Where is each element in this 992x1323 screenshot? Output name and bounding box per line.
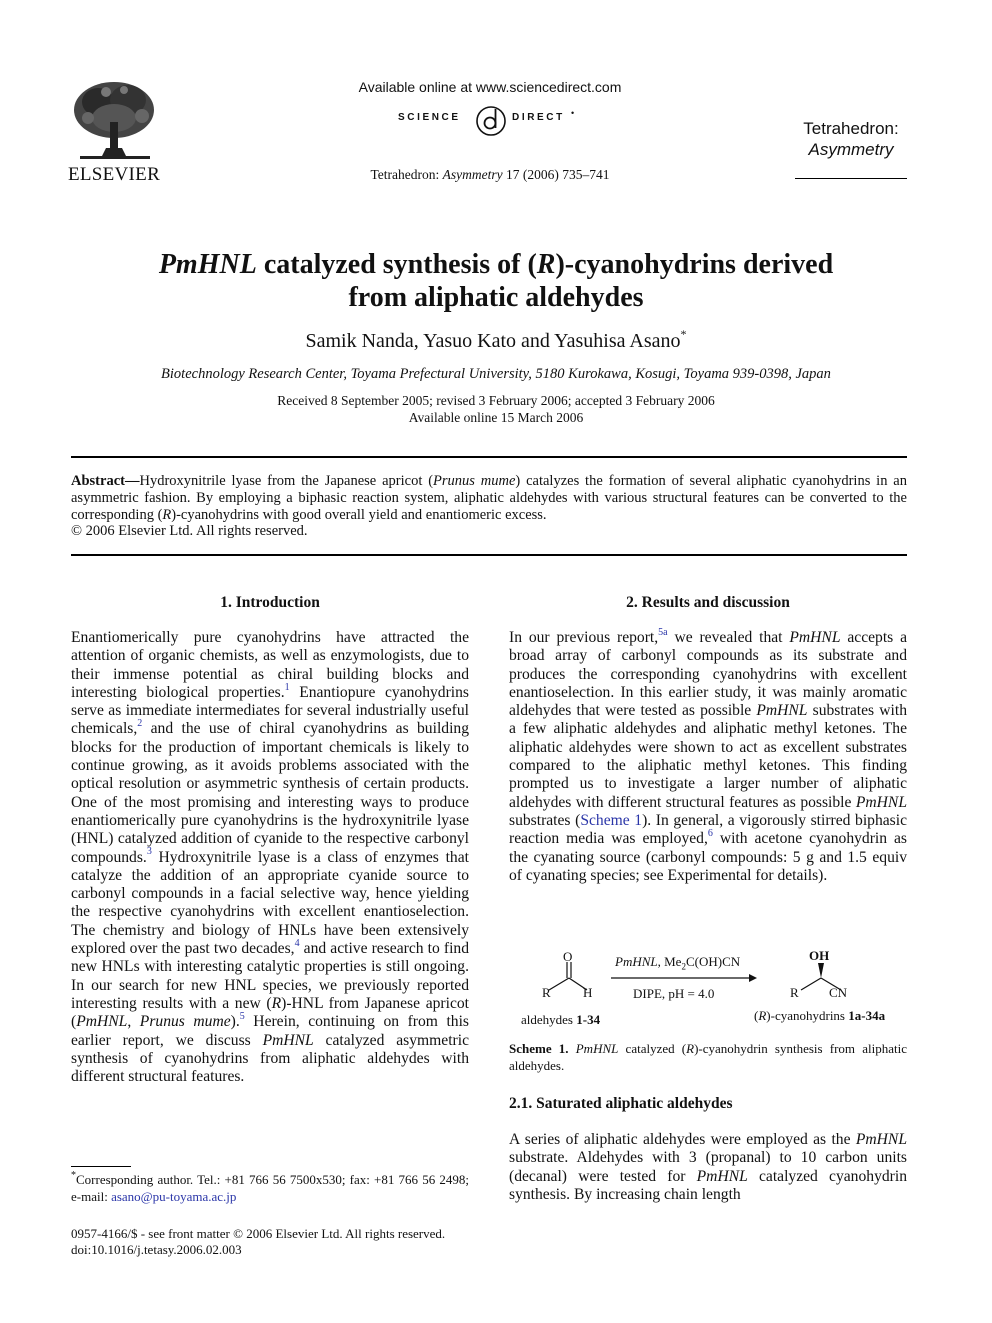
cyanohydrin-structure — [791, 958, 861, 1000]
ref-1[interactable]: 1 — [284, 681, 290, 693]
article-title — [60, 248, 932, 314]
title-line2: from aliphatic aldehydes — [348, 282, 644, 313]
abstract-R: R — [162, 507, 172, 523]
left-label-bold: 1-34 — [576, 1012, 601, 1027]
intro-species: Prunus mume — [139, 1013, 231, 1031]
ref-6[interactable]: 6 — [707, 828, 713, 840]
reagent-text — [615, 954, 740, 972]
title-part2: )-cyanohydrins derived — [555, 249, 834, 280]
intro-t3: and the use of chiral cyanohydrins as building blocks for the production of important chemicals is likely to continue growing, as it avoids problems associated with the optical resolution or asymmetric synthesis of certain products. One of the most promising and interesting ways to produce enantiomerically pure cyanohydrins is the hydroxynitrile lyase (HNL) catalyzed addition of cyanide to the respective carbonyl compounds. — [71, 720, 469, 866]
intro-comma: , — [127, 1013, 140, 1031]
subsection-paragraph — [509, 1131, 907, 1204]
abstract-t2: ) catalyzes the formation of several aliphatic cyanohydrins in an asymmetric fashion. By employing a biphasic reaction system, aliphatic aldehydes with various structural features can be converted to the corresponding ( — [71, 473, 907, 523]
intro-body — [71, 629, 469, 1086]
caption-R: R — [686, 1041, 695, 1056]
available-date: Available online 15 March 2006 — [408, 410, 584, 425]
atom-R-right: R — [790, 985, 799, 1000]
atom-O: O — [563, 949, 573, 964]
title-R: R — [536, 249, 556, 280]
intro-t6: )-HNL from Japanese apricot ( — [71, 994, 469, 1031]
intro-R: R — [271, 994, 282, 1012]
sd-right-text: DIRECT — [512, 112, 565, 123]
abstract — [71, 473, 907, 524]
journal-citation — [300, 167, 680, 183]
atom-H: H — [583, 985, 593, 1000]
reagent-sub: 2 — [681, 961, 686, 972]
citation-journal: Tetrahedron: — [370, 167, 443, 182]
citation-journal-italic: Asymmetry — [442, 167, 503, 182]
intro-paragraph — [71, 629, 469, 1086]
results-t3: accepts a broad array of carbonyl compounds as its substrate and produces the corresponding cyanohydrins with excellent enantioselection. In this earlier study, it was mainly aromatic aldehydes that were tested as possible — [509, 629, 907, 720]
author-list — [100, 327, 892, 353]
results-t5: substrates ( — [509, 811, 581, 829]
reagent-end: C(OH)CN — [685, 954, 741, 969]
abstract-dash: — — [124, 473, 140, 489]
sciencedirect-logo — [398, 103, 598, 139]
sd-at-icon — [474, 103, 508, 139]
results-t6: ). In general, a vigorously stirred biphasic reaction media was employed, — [509, 811, 908, 848]
ref-3[interactable]: 3 — [146, 846, 152, 858]
ref-5a[interactable]: 5a — [658, 626, 668, 638]
sub-pm2: PmHNL — [696, 1167, 748, 1185]
intro-t9: catalyzed asymmetric synthesis of cyanohydrins from aliphatic aldehydes with different structural features. — [71, 1031, 469, 1086]
caption-t1: catalyzed ( — [618, 1041, 687, 1056]
intro-t4: Hydroxynitrile lyase is a class of enzymes that catalyze the addition of an appropriate cyanide source to carbonyl compounds in a facial selective way, hence yielding the respective cyanohydrins with excellent enantioselection. The chemistry and biology of HNLs have been extensively explored over the past two decades, — [71, 848, 469, 958]
abstract-t3: )-cyanohydrins with good overall yield and enantiomeric excess. — [171, 507, 547, 523]
caption-t2: )-cyanohydrin synthesis from aliphatic aldehydes. — [509, 1041, 907, 1073]
issn-line: 0957-4166/$ - see front matter © 2006 Elsevier Ltd. All rights reserved. — [71, 1226, 446, 1241]
sd-left-text: SCIENCE — [398, 112, 461, 123]
ref-4[interactable]: 4 — [294, 937, 300, 949]
scheme-left-label — [521, 1012, 600, 1028]
citation-rest: 17 (2006) 735–741 — [502, 167, 610, 182]
abstract-copyright: © 2006 Elsevier Ltd. All rights reserved. — [71, 523, 308, 539]
abstract-t1: Hydroxynitrile lyase from the Japanese apricot ( — [139, 473, 434, 489]
journal-title-line2: Asymmetry — [808, 140, 894, 159]
right-label-bold: 1a-34a — [848, 1008, 886, 1023]
reagent-rest: , Me — [657, 954, 682, 969]
received-dates: Received 8 September 2005; revised 3 February 2006; accepted 3 February 2006 — [277, 393, 715, 408]
subsection-heading: 2.1. Saturated aliphatic aldehydes — [509, 1095, 733, 1112]
intro-t5: and active research to find new HNLs with interesting catalytic properties is still ongoing. In our search for new HNL species, we previously reported interesting results with a new ( — [71, 940, 470, 1012]
results-pm3: PmHNL — [855, 793, 907, 811]
caption-pm: PmHNL — [575, 1041, 619, 1056]
intro-t7: ). — [230, 1013, 240, 1031]
sub-pm1: PmHNL — [855, 1131, 907, 1148]
footnote — [71, 1169, 469, 1205]
reagent-italic: PmHNL — [615, 954, 658, 969]
right-label-open: ( — [754, 1008, 759, 1023]
intro-t2: Enantiopure cyanohydrins serve as immediate intermediates for several industrially useful chemicals, — [71, 683, 469, 738]
results-pm1: PmHNL — [789, 629, 841, 646]
results-t4: substrates with a few aliphatic aldehydes and aliphatic methyl ketones. The aliphatic aldehydes were shown to act as excellent substrates compared to the aliphatic methyl ketones. This finding prompted us to investigate a larger number of aliphatic aldehydes with different structural features as possible — [509, 702, 907, 811]
journal-title-box — [790, 118, 912, 160]
sub-t2: substrate. Aldehydes with 3 (propanal) to 10 carbon units (decanal) were tested for — [509, 1149, 907, 1185]
results-t7: with acetone cyanohydrin as the cyanating source (carbonyl compounds: 5 g and 1.5 equiv of cyanating species; see Experimental for details). — [509, 830, 907, 884]
ref-2[interactable]: 2 — [137, 718, 143, 730]
authors: Samik Nanda, Yasuo Kato and Yasuhisa Asano — [305, 330, 681, 352]
scheme-caption — [509, 1040, 907, 1074]
scheme-right-label — [754, 1008, 885, 1024]
scheme-1 — [509, 944, 907, 1028]
atom-CN: CN — [829, 985, 848, 1000]
abstract-label: Abstract — [71, 473, 125, 489]
atom-OH: OH — [809, 948, 830, 963]
intro-pm2: PmHNL — [262, 1031, 314, 1049]
results-paragraph — [509, 626, 908, 885]
publisher-name: ELSEVIER — [67, 164, 161, 185]
available-online-text: Available online at www.sciencedirect.com — [358, 79, 622, 95]
abstract-species: Prunus mume — [433, 473, 516, 489]
footnote-rule — [71, 1166, 131, 1167]
footnote-email-link[interactable]: asano@pu-toyama.ac.jp — [111, 1188, 237, 1204]
title-line1 — [60, 248, 932, 281]
intro-t1: Enantiomerically pure cyanohydrins have attracted the attention of organic chemists, as well as enzymologists, due to their immense potential as chiral building blocks and interesting biological properties. — [71, 629, 469, 701]
author-mark: * — [680, 327, 687, 342]
sd-mark-text: • — [571, 108, 575, 118]
affiliation: Biotechnology Research Center, Toyama Prefectural University, 5180 Kurokawa, Kosugi, Toyama 939-0398, Japan — [161, 366, 831, 382]
intro-t8: Herein, continuing on from this earlier report, we discuss — [71, 1013, 470, 1049]
title-part1: catalyzed synthesis of ( — [256, 249, 537, 280]
right-label-mid: )-cyanohydrins — [766, 1008, 849, 1023]
sub-t3: catalyzed cyanohydrin synthesis. By increasing chain length — [509, 1167, 907, 1203]
rule-top — [71, 456, 907, 458]
results-t1: In our previous report, — [509, 629, 659, 646]
intro-heading: 1. Introduction — [220, 594, 320, 611]
doi-line: doi:10.1016/j.tetasy.2006.02.003 — [71, 1242, 242, 1257]
atom-R-left: R — [542, 985, 551, 1000]
results-body — [509, 626, 908, 885]
footnote-mark: * — [71, 1169, 76, 1181]
title-italic: PmHNL — [158, 249, 257, 280]
sub-t1: A series of aliphatic aldehydes were employed as the — [509, 1131, 856, 1148]
reaction-arrow — [609, 973, 759, 983]
rule-abstract-bottom — [71, 554, 907, 556]
conditions-text: DIPE, pH = 4.0 — [633, 986, 715, 1001]
results-heading: 2. Results and discussion — [626, 594, 790, 611]
intro-pm: PmHNL — [76, 1013, 128, 1031]
journal-title-underline — [795, 178, 907, 179]
right-label-R: R — [758, 1008, 767, 1023]
left-label-text: aldehydes — [521, 1012, 577, 1027]
results-pm2: PmHNL — [756, 702, 808, 720]
subsection-body — [509, 1131, 907, 1204]
elsevier-tree-logo — [68, 78, 160, 164]
footnote-text: Corresponding author. Tel.: +81 766 56 7500x530; fax: +81 766 56 2498; e-mail: — [71, 1172, 469, 1204]
scheme-1-link[interactable]: Scheme 1 — [580, 811, 643, 829]
ref-5[interactable]: 5 — [239, 1011, 245, 1023]
journal-title-line1: Tetrahedron: — [803, 119, 899, 138]
results-t2: we revealed that — [667, 629, 790, 646]
caption-label: Scheme 1. — [509, 1041, 569, 1056]
